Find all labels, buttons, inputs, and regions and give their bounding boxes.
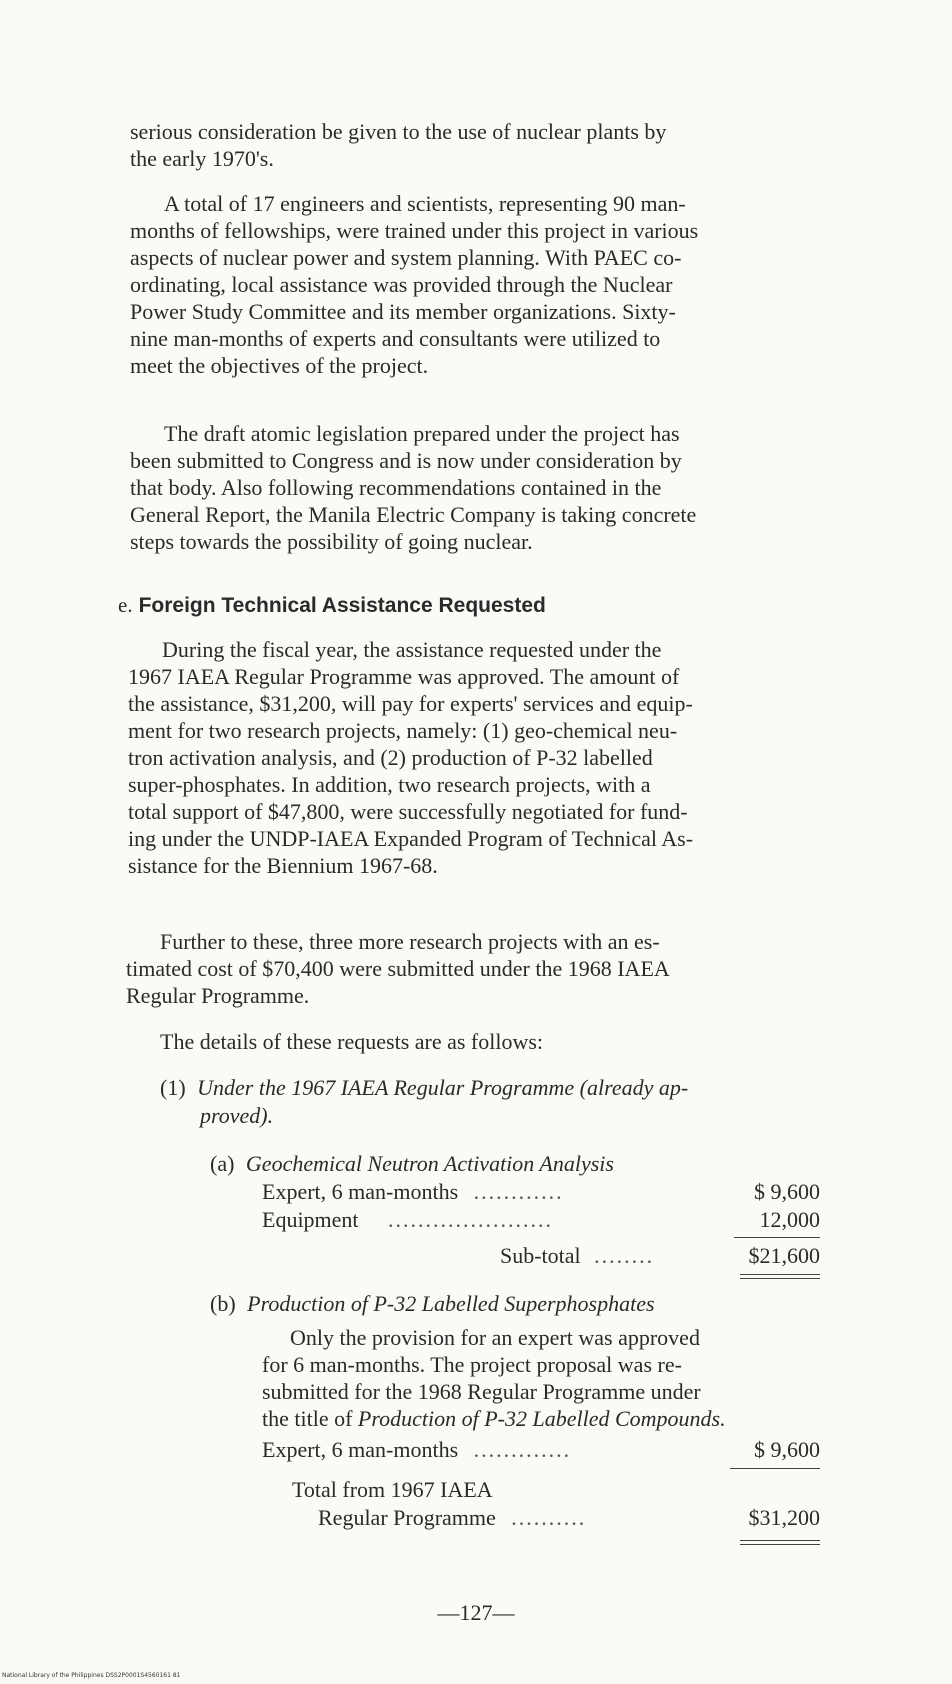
text-line: Regular Programme. <box>126 983 310 1008</box>
total-row <box>318 1504 586 1531</box>
subtotal-amount: $21,600 <box>748 1243 820 1268</box>
text-line: Further to these, three more research projects with an es- <box>160 929 660 954</box>
expense-amount: 12,000 <box>759 1207 820 1232</box>
expense-label: Equipment <box>262 1207 359 1232</box>
text-line: During the fiscal year, the assistance requested under the <box>162 637 662 662</box>
text-line: serious consideration be given to the use of nuclear plants by <box>130 119 667 144</box>
sub-item-letter: (b) <box>210 1291 236 1316</box>
leader-dots: ...................... <box>388 1207 554 1232</box>
paragraph-3 <box>130 420 820 555</box>
total-double-rule <box>740 1540 820 1545</box>
text-line: ing under the UNDP-IAEA Expanded Program of Technical As- <box>128 826 694 851</box>
subtotal-label: Sub-total <box>500 1243 581 1268</box>
total-label-line-1: Total from 1967 IAEA <box>292 1477 493 1502</box>
text-line: the early 1970's. <box>130 146 274 171</box>
text-line: meet the objectives of the project. <box>130 353 429 378</box>
sub-item-b-paragraph <box>262 1324 822 1432</box>
text-line: sistance for the Biennium 1967-68. <box>128 853 438 878</box>
text-line: The details of these requests are as follows: <box>160 1029 544 1054</box>
expense-amount: $ 9,600 <box>754 1179 820 1204</box>
expense-row <box>262 1178 564 1205</box>
paragraph-5 <box>126 928 820 1009</box>
expense-row <box>262 1206 553 1233</box>
text-line: ment for two research projects, namely: (1) geo-chemical neu- <box>128 718 678 743</box>
sub-item-letter: (a) <box>210 1151 235 1176</box>
sub-item-a <box>210 1150 614 1177</box>
expense-row <box>262 1436 571 1463</box>
section-heading <box>118 593 546 618</box>
expense-label: Expert, 6 man-months <box>262 1179 459 1204</box>
compound-title: Production of P-32 Labelled Compounds. <box>357 1406 726 1431</box>
section-title: Foreign Technical Assistance Requested <box>138 594 546 617</box>
text-line: steps towards the possibility of going nuclear. <box>130 529 533 554</box>
item-title: Under the 1967 IAEA Regular Programme (already ap- <box>197 1075 689 1100</box>
subtotal-rule <box>734 1237 820 1238</box>
text-fragment: the title of <box>262 1406 358 1431</box>
leader-dots: .......... <box>511 1505 587 1530</box>
expense-amount: $ 9,600 <box>754 1437 820 1462</box>
paragraph-1 <box>130 118 820 172</box>
text-line: ordinating, local assistance was provided through the Nuclear <box>130 272 673 297</box>
text-line: General Report, the Manila Electric Company is taking concrete <box>130 502 697 527</box>
leader-dots: ............. <box>473 1437 572 1462</box>
total-rule <box>730 1468 820 1469</box>
text-line: aspects of nuclear power and system planning. With PAEC co- <box>130 245 682 270</box>
section-letter: e. <box>118 593 133 617</box>
total-amount: $31,200 <box>748 1505 820 1530</box>
text-line: super-phosphates. In addition, two research projects, with a <box>128 772 651 797</box>
text-line: The draft atomic legislation prepared under the project has <box>164 421 680 446</box>
text-line: 1967 IAEA Regular Programme was approved. The amount of <box>128 664 680 689</box>
text-line: timated cost of $70,400 were submitted under the 1968 IAEA <box>126 956 670 981</box>
leader-dots: ............ <box>473 1179 564 1204</box>
paragraph-2 <box>130 190 820 379</box>
text-line: months of fellowships, were trained under this project in various <box>130 218 699 243</box>
sub-item-title: Geochemical Neutron Activation Analysis <box>245 1151 614 1176</box>
text-line: that body. Also following recommendations contained in the <box>130 475 662 500</box>
text-line: submitted for the 1968 Regular Programme under <box>262 1379 701 1404</box>
paragraph-4 <box>128 636 822 879</box>
paragraph-6 <box>160 1028 820 1055</box>
text-line: total support of $47,800, were successfully negotiated for fund- <box>128 799 688 824</box>
total-label: Regular Programme <box>318 1505 496 1530</box>
page-number: —127— <box>437 1600 515 1625</box>
footer-stamp: National Library of the Philippines DSS2P0001S4560161 81 <box>2 1672 181 1679</box>
expense-label: Expert, 6 man-months <box>262 1437 459 1462</box>
text-line: for 6 man-months. The project proposal was re- <box>262 1352 682 1377</box>
subtotal-double-rule <box>740 1274 820 1279</box>
text-line: the assistance, $31,200, will pay for experts' services and equip- <box>128 691 693 716</box>
item-title-cont: proved). <box>200 1103 274 1128</box>
text-line: Power Study Committee and its member organizations. Sixty- <box>130 299 676 324</box>
text-line: tron activation analysis, and (2) production of P-32 labelled <box>128 745 653 770</box>
text-line: nine man-months of experts and consultants were utilized to <box>130 326 661 351</box>
item-number: (1) <box>160 1075 186 1100</box>
text-line: A total of 17 engineers and scientists, representing 90 man- <box>164 191 686 216</box>
text-line: been submitted to Congress and is now under consideration by <box>130 448 682 473</box>
leader-dots: ........ <box>594 1243 655 1268</box>
text-line <box>262 1405 822 1432</box>
list-item-1 <box>160 1074 688 1101</box>
text-line: Only the provision for an expert was approved <box>290 1325 700 1350</box>
subtotal-row <box>500 1242 654 1269</box>
sub-item-title: Production of P-32 Labelled Superphosphates <box>247 1291 655 1316</box>
list-item-1-continuation <box>200 1102 273 1129</box>
sub-item-b <box>210 1290 655 1317</box>
